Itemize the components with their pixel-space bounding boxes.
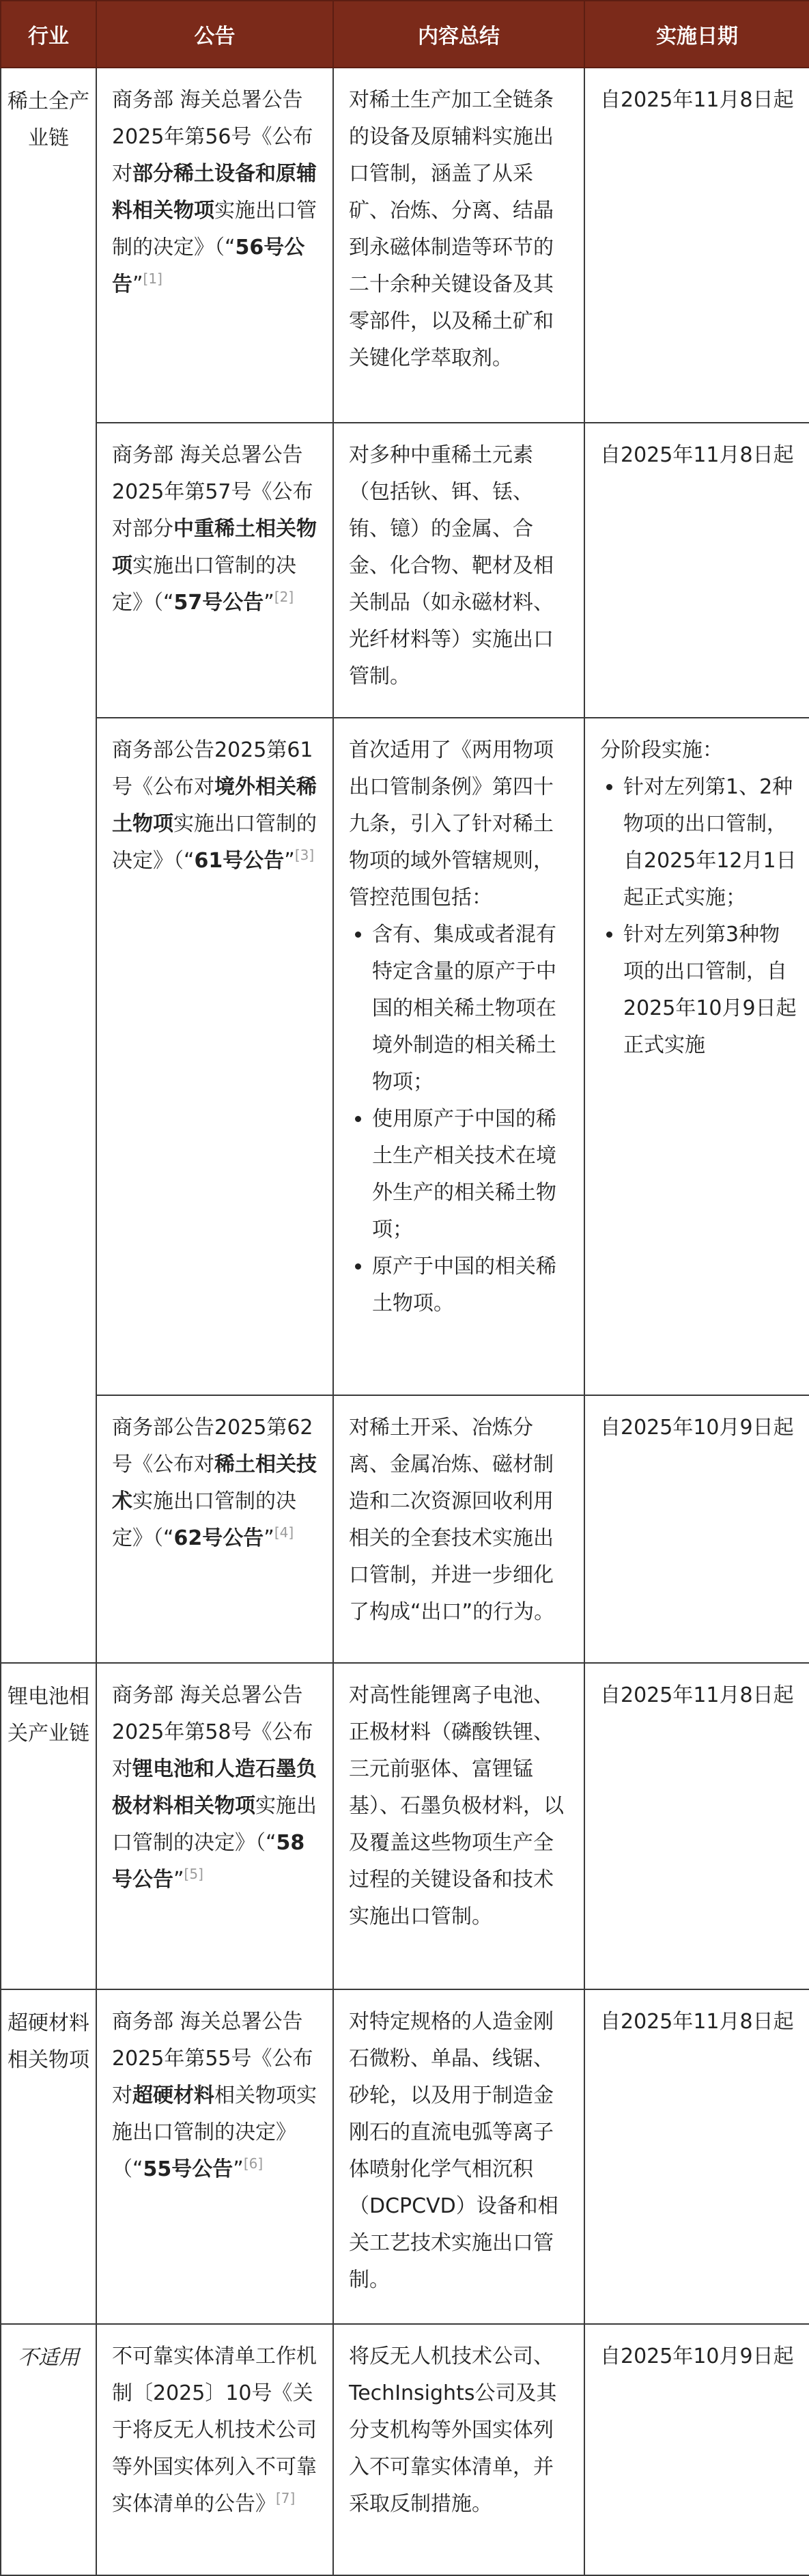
announcement-subject: 境外相关稀土物项 <box>112 775 317 836</box>
announcement-cell: 商务部公告2025第62号《公布对稀土相关技术实施出口管制的决定》（“62号公告”[4] <box>96 1395 333 1663</box>
date-cell: 自2025年11月8日起 <box>584 1989 809 2324</box>
list-item: • 针对左列第1、2种物项的出口管制，自2025年12月1日起正式实施； <box>623 769 798 916</box>
list-item: • 使用原产于中国的稀土生产相关技术在境外生产的相关稀土物项； <box>372 1101 573 1248</box>
date-cell: 自2025年11月8日起 <box>584 423 809 718</box>
announcement-subject: 锂电池和人造石墨负极材料相关物项 <box>112 1757 317 1818</box>
announcement-subject: 中重稀土相关物项 <box>112 517 317 578</box>
header-announcement: 公告 <box>96 1 333 68</box>
table-row <box>1 1663 809 1989</box>
summary-cell <box>333 718 584 1395</box>
industry-label: 超硬材料相关物项 <box>8 2011 89 2072</box>
footnote-link[interactable]: [2] <box>274 589 294 605</box>
date-cell <box>584 718 809 1395</box>
announcement-short-name: 55号公告 <box>143 2157 233 2181</box>
date-cell: 自2025年10月9日起 <box>584 2324 809 2575</box>
industry-label: 锂电池相关产业链 <box>8 1685 89 1746</box>
announcement-subject: 部分稀土设备和原辅料相关物项 <box>112 162 317 223</box>
summary-cell: 对稀土生产加工全链条的设备及原辅料实施出口管制，涵盖了从采矿、冶炼、分离、结晶到永磁体制造等环节的二十余种关键设备及其零部件，以及稀土矿和关键化学萃取剂。 <box>333 68 584 423</box>
footnote-link[interactable]: [4] <box>274 1524 294 1541</box>
announcement-cell: 商务部 海关总署公告2025年第58号《公布对锂电池和人造石墨负极材料相关物项实施出口管制的决定》（“58号公告”[5] <box>96 1663 333 1989</box>
table-row <box>1 68 809 423</box>
table-row <box>1 1989 809 2324</box>
footnote-link[interactable]: [3] <box>294 847 315 863</box>
date-cell: 自2025年11月8日起 <box>584 1663 809 1989</box>
announcement-short-name: 57号公告 <box>173 591 264 615</box>
announcement-cell: 不可靠实体清单工作机制〔2025〕10号《关于将反无人机技术公司等外国实体列入不可靠实体清单的公告》[7] <box>96 2324 333 2575</box>
industry-label: 不适用 <box>18 2346 79 2370</box>
date-list <box>600 769 798 1064</box>
industry-cell-na <box>1 2324 96 2575</box>
industry-cell-superhard <box>1 1989 96 2324</box>
footnote-link[interactable]: [6] <box>243 2155 264 2172</box>
announcement-short-name: 61号公告 <box>194 849 285 873</box>
date-cell: 自2025年10月9日起 <box>584 1395 809 1663</box>
announcement-subject: 稀土相关技术 <box>112 1453 317 1513</box>
industry-label: 稀土全产业链 <box>8 89 89 150</box>
industry-cell-lithium <box>1 1663 96 1989</box>
announcement-short-name: 56号公告 <box>112 236 305 296</box>
announcement-subject: 超硬材料 <box>132 2084 214 2108</box>
list-item: • 含有、集成或者混有特定含量的原产于中国的相关稀土物项在境外制造的相关稀土物项； <box>372 916 573 1101</box>
footnote-link[interactable]: [1] <box>143 270 162 287</box>
summary-intro: 首次适用了《两用物项出口管制条例》第四十九条，引入了针对稀土物项的域外管辖规则，管控范围包括： <box>349 738 554 910</box>
table-row <box>1 2324 809 2575</box>
announcement-cell: 商务部 海关总署公告2025年第56号《公布对部分稀土设备和原辅料相关物项实施出口管制的决定》（“56号公告”[1] <box>96 68 333 423</box>
announcement-cell: 商务部 海关总署公告2025年第57号《公布对部分中重稀土相关物项实施出口管制的决定》（“57号公告”[2] <box>96 423 333 718</box>
date-intro: 分阶段实施： <box>600 738 723 762</box>
announcement-short-name: 58号公告 <box>112 1831 305 1892</box>
summary-cell: 对多种中重稀土元素（包括钬、铒、铥、铕、镱）的金属、合金、化合物、靶材及相关制品（如永磁材料、光纤材料等）实施出口管制。 <box>333 423 584 718</box>
announcement-cell: 商务部公告2025第61号《公布对境外相关稀土物项实施出口管制的决定》（“61号公告”[3] <box>96 718 333 1395</box>
summary-cell: 对稀土开采、冶炼分离、金属冶炼、磁材制造和二次资源回收利用相关的全套技术实施出口管制，并进一步细化了构成“出口”的行为。 <box>333 1395 584 1663</box>
announcement-short-name: 62号公告 <box>173 1526 264 1550</box>
table-row <box>1 718 809 1395</box>
footnote-link[interactable]: [7] <box>276 2490 296 2506</box>
summary-cell: 将反无人机技术公司、TechInsights公司及其分支机构等外国实体列入不可靠实体清单，并采取反制措施。 <box>333 2324 584 2575</box>
header-industry: 行业 <box>1 1 96 68</box>
summary-list <box>349 916 573 1322</box>
summary-cell: 对高性能锂离子电池、正极材料（磷酸铁锂、三元前驱体、富锂锰基）、石墨负极材料，以及覆盖这些物项生产全过程的关键设备和技术实施出口管制。 <box>333 1663 584 1989</box>
footnote-link[interactable]: [5] <box>184 1866 203 1882</box>
table-row <box>1 1395 809 1663</box>
header-date: 实施日期 <box>584 1 809 68</box>
date-cell: 自2025年11月8日起 <box>584 68 809 423</box>
summary-cell: 对特定规格的人造金刚石微粉、单晶、线锯、砂轮，以及用于制造金刚石的直流电弧等离子体喷射化学气相沉积（DCPCVD）设备和相关工艺技术实施出口管制。 <box>333 1989 584 2324</box>
list-item: • 原产于中国的相关稀土物项。 <box>372 1248 573 1322</box>
industry-cell-rare-earth <box>1 68 96 1663</box>
list-item: • 针对左列第3种物项的出口管制，自2025年10月9日起正式实施 <box>623 916 798 1064</box>
table-header-row <box>1 1 809 68</box>
table-row <box>1 423 809 718</box>
header-summary: 内容总结 <box>333 1 584 68</box>
announcement-cell: 商务部 海关总署公告2025年第55号《公布对超硬材料相关物项实施出口管制的决定》（“55号公告”[6] <box>96 1989 333 2324</box>
